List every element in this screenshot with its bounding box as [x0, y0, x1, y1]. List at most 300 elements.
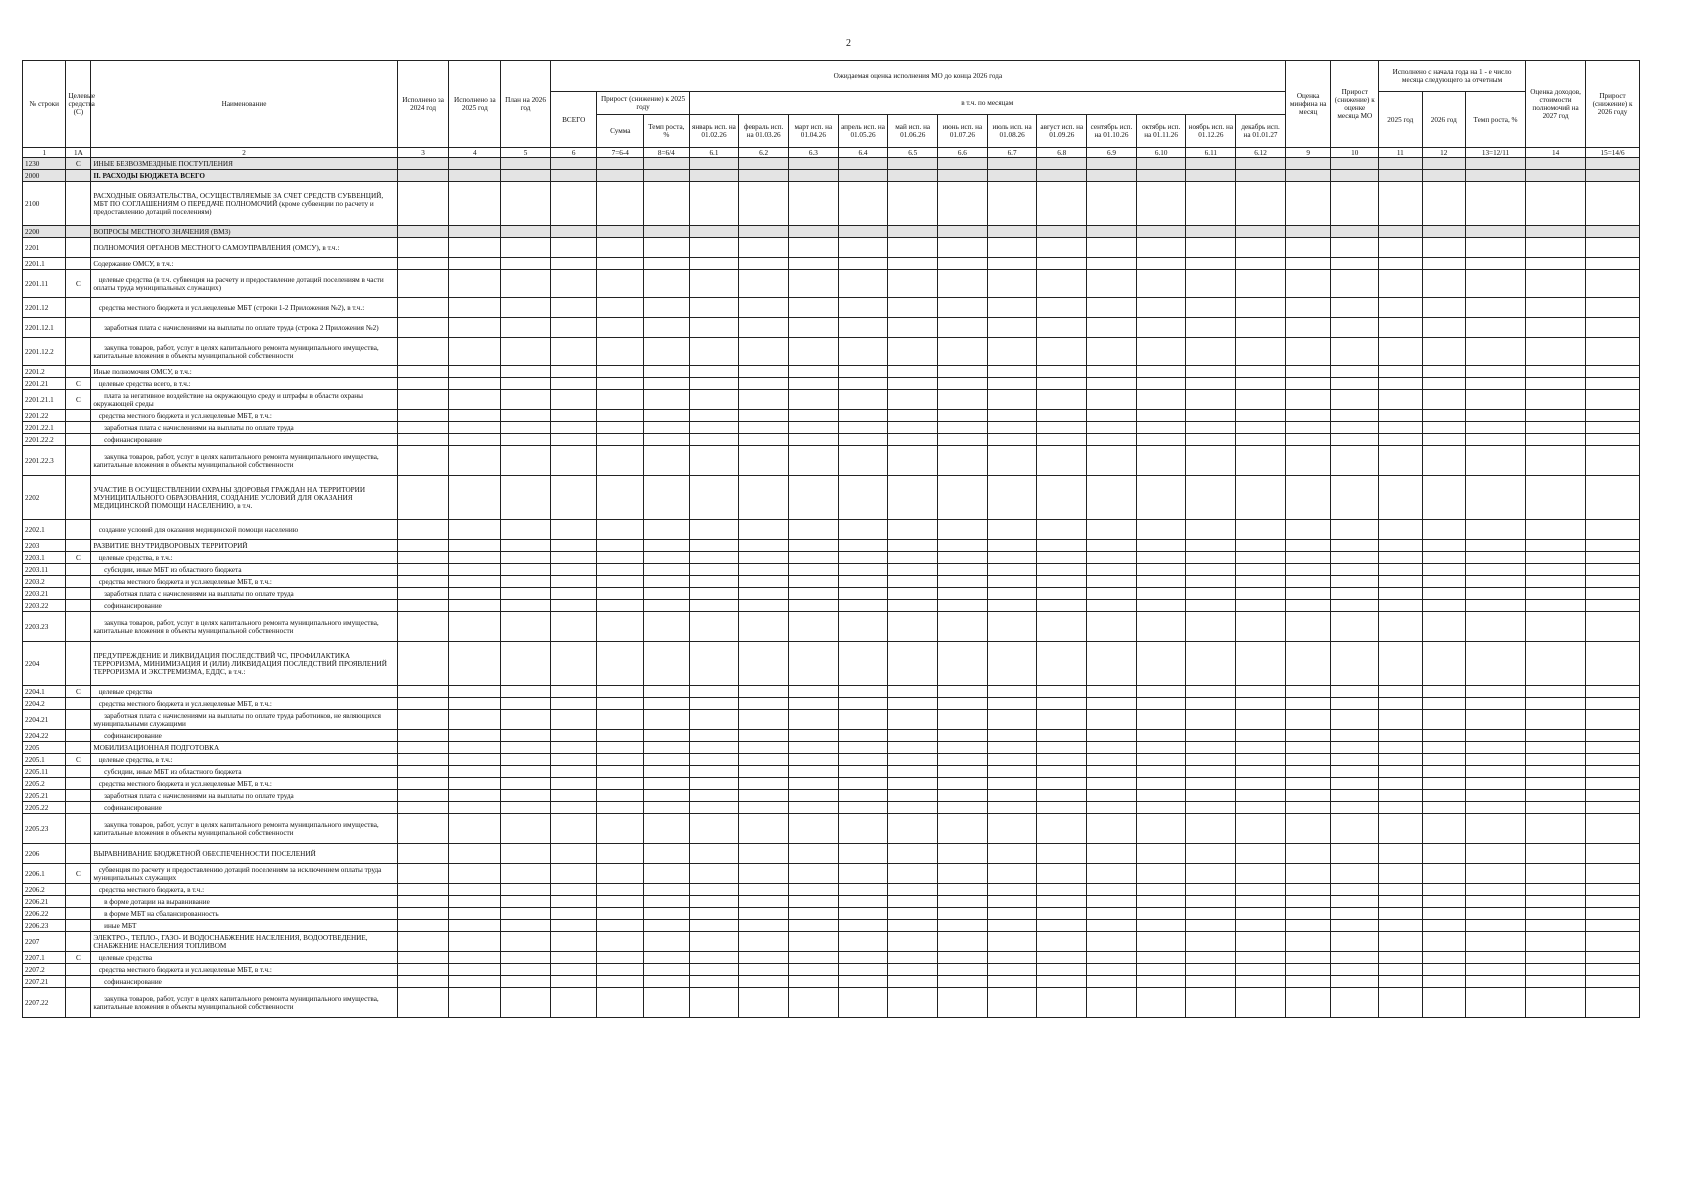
value-cell: [888, 896, 938, 908]
value-cell: [397, 540, 449, 552]
row-name: закупка товаров, работ, услуг в целях капитального ремонта муниципального имущества, капитальные вложения в объекты муниципальной собственности: [91, 446, 397, 476]
value-cell: [501, 884, 551, 896]
row-target-flag: [66, 318, 91, 338]
value-cell: [1037, 422, 1087, 434]
value-cell: [1379, 778, 1422, 790]
table-row: [23, 158, 1640, 170]
table-row: [23, 908, 1640, 920]
value-cell: [838, 710, 888, 730]
value-cell: [397, 802, 449, 814]
table-row: [23, 270, 1640, 298]
value-cell: [739, 766, 789, 778]
value-cell: [397, 844, 449, 864]
value-cell: [739, 552, 789, 564]
row-target-flag: С: [66, 754, 91, 766]
value-cell: [739, 976, 789, 988]
value-cell: [1285, 814, 1331, 844]
value-cell: [1285, 434, 1331, 446]
value-cell: [788, 920, 838, 932]
value-cell: [1285, 802, 1331, 814]
value-cell: [1526, 932, 1586, 952]
value-cell: [689, 552, 739, 564]
value-cell: [1422, 642, 1465, 686]
value-cell: [597, 422, 644, 434]
value-cell: [838, 932, 888, 952]
value-cell: [501, 446, 551, 476]
value-cell: [987, 908, 1037, 920]
value-cell: [987, 976, 1037, 988]
value-cell: [501, 612, 551, 642]
value-cell: [689, 844, 739, 864]
value-cell: [501, 338, 551, 366]
value-cell: [644, 730, 690, 742]
value-cell: [1136, 226, 1186, 238]
value-cell: [397, 710, 449, 730]
value-cell: [644, 390, 690, 410]
value-cell: [597, 710, 644, 730]
value-cell: [888, 976, 938, 988]
header-month: февраль исп. на 01.03.26: [739, 115, 789, 148]
value-cell: [1186, 896, 1236, 908]
value-cell: [1285, 366, 1331, 378]
value-cell: [397, 742, 449, 754]
value-cell: [1285, 932, 1331, 952]
row-name: целевые средства всего, в т.ч.:: [91, 378, 397, 390]
value-cell: [888, 790, 938, 802]
value-cell: [1422, 778, 1465, 790]
value-cell: [1466, 766, 1526, 778]
value-cell: [1236, 754, 1286, 766]
value-cell: [1422, 270, 1465, 298]
value-cell: [1526, 270, 1586, 298]
table-row: [23, 170, 1640, 182]
value-cell: [397, 434, 449, 446]
value-cell: [987, 588, 1037, 600]
value-cell: [1422, 226, 1465, 238]
value-cell: [397, 564, 449, 576]
value-cell: [1466, 802, 1526, 814]
value-cell: [501, 698, 551, 710]
value-cell: [987, 258, 1037, 270]
value-cell: [644, 814, 690, 844]
value-cell: [1526, 476, 1586, 520]
value-cell: [838, 790, 888, 802]
value-cell: [1466, 378, 1526, 390]
value-cell: [1037, 476, 1087, 520]
value-cell: [1526, 588, 1586, 600]
value-cell: [888, 710, 938, 730]
value-cell: [1087, 226, 1137, 238]
value-cell: [788, 258, 838, 270]
value-cell: [397, 896, 449, 908]
value-cell: [550, 378, 597, 390]
value-cell: [1186, 318, 1236, 338]
value-cell: [550, 766, 597, 778]
value-cell: [987, 896, 1037, 908]
value-cell: [397, 298, 449, 318]
value-cell: [888, 422, 938, 434]
value-cell: [987, 790, 1037, 802]
value-cell: [397, 258, 449, 270]
value-cell: [788, 552, 838, 564]
value-cell: [597, 976, 644, 988]
value-cell: [644, 742, 690, 754]
value-cell: [1285, 896, 1331, 908]
value-cell: [1586, 612, 1640, 642]
value-cell: [644, 298, 690, 318]
value-cell: [1422, 932, 1465, 952]
value-cell: [449, 552, 501, 564]
value-cell: [739, 422, 789, 434]
value-cell: [987, 766, 1037, 778]
value-cell: [1285, 182, 1331, 226]
value-cell: [449, 754, 501, 766]
row-code: 2201.12.2: [23, 338, 66, 366]
value-cell: [1087, 952, 1137, 964]
value-cell: [397, 642, 449, 686]
value-cell: [550, 600, 597, 612]
value-cell: [987, 698, 1037, 710]
value-cell: [1236, 976, 1286, 988]
value-cell: [550, 552, 597, 564]
value-cell: [888, 932, 938, 952]
value-cell: [501, 552, 551, 564]
column-number: 13=12/11: [1466, 148, 1526, 158]
value-cell: [739, 238, 789, 258]
value-cell: [1331, 884, 1379, 896]
row-name: софинансирование: [91, 434, 397, 446]
column-number: 5: [501, 148, 551, 158]
value-cell: [449, 952, 501, 964]
value-cell: [1037, 318, 1087, 338]
value-cell: [1586, 390, 1640, 410]
value-cell: [1285, 920, 1331, 932]
value-cell: [1186, 730, 1236, 742]
value-cell: [1136, 952, 1186, 964]
header-growth: Прирост (снижение) к 2025 году: [597, 92, 689, 115]
value-cell: [501, 270, 551, 298]
header-month: сентябрь исп. на 01.10.26: [1087, 115, 1137, 148]
row-code: 2201.1: [23, 258, 66, 270]
value-cell: [1331, 446, 1379, 476]
header-year-2026: 2026 год: [1422, 92, 1465, 148]
value-cell: [1466, 920, 1526, 932]
value-cell: [1526, 814, 1586, 844]
value-cell: [987, 378, 1037, 390]
value-cell: [1331, 552, 1379, 564]
value-cell: [501, 298, 551, 318]
value-cell: [1526, 964, 1586, 976]
value-cell: [1236, 814, 1286, 844]
value-cell: [1037, 182, 1087, 226]
value-cell: [1037, 742, 1087, 754]
value-cell: [1285, 476, 1331, 520]
value-cell: [987, 410, 1037, 422]
value-cell: [1136, 366, 1186, 378]
table-row: [23, 730, 1640, 742]
table-row: [23, 920, 1640, 932]
value-cell: [501, 814, 551, 844]
value-cell: [449, 446, 501, 476]
row-target-flag: [66, 576, 91, 588]
value-cell: [501, 802, 551, 814]
value-cell: [397, 170, 449, 182]
value-cell: [1586, 366, 1640, 378]
value-cell: [1285, 410, 1331, 422]
value-cell: [1037, 730, 1087, 742]
header-rate-2: Темп роста, %: [1466, 92, 1526, 148]
value-cell: [1586, 158, 1640, 170]
value-cell: [739, 258, 789, 270]
value-cell: [788, 366, 838, 378]
value-cell: [1186, 226, 1236, 238]
value-cell: [987, 298, 1037, 318]
value-cell: [838, 976, 888, 988]
value-cell: [739, 410, 789, 422]
value-cell: [1331, 730, 1379, 742]
value-cell: [1586, 238, 1640, 258]
value-cell: [644, 378, 690, 390]
value-cell: [397, 698, 449, 710]
value-cell: [739, 844, 789, 864]
header-exec-2025: Исполнено за 2025 год: [449, 61, 501, 148]
value-cell: [1037, 778, 1087, 790]
row-name: целевые средства: [91, 686, 397, 698]
value-cell: [597, 476, 644, 520]
value-cell: [1186, 766, 1236, 778]
value-cell: [1037, 378, 1087, 390]
value-cell: [1526, 434, 1586, 446]
column-number: 6.4: [838, 148, 888, 158]
row-code: 2201.12.1: [23, 318, 66, 338]
value-cell: [597, 410, 644, 422]
value-cell: [987, 338, 1037, 366]
header-month: апрель исп. на 01.05.26: [838, 115, 888, 148]
row-code: 2202.1: [23, 520, 66, 540]
value-cell: [987, 540, 1037, 552]
row-name: закупка товаров, работ, услуг в целях капитального ремонта муниципального имущества, капитальные вложения в объекты муниципальной собственности: [91, 338, 397, 366]
value-cell: [1422, 710, 1465, 730]
value-cell: [1087, 766, 1137, 778]
value-cell: [449, 588, 501, 600]
value-cell: [397, 238, 449, 258]
row-name: Содержание ОМСУ, в т.ч.:: [91, 258, 397, 270]
row-name: закупка товаров, работ, услуг в целях капитального ремонта муниципального имущества, капитальные вложения в объекты муниципальной собственности: [91, 612, 397, 642]
value-cell: [689, 520, 739, 540]
value-cell: [788, 952, 838, 964]
value-cell: [1285, 270, 1331, 298]
value-cell: [644, 588, 690, 600]
header-expected: Ожидаемая оценка исполнения МО до конца 2026 года: [550, 61, 1285, 92]
row-target-flag: [66, 600, 91, 612]
value-cell: [449, 790, 501, 802]
value-cell: [1466, 864, 1526, 884]
table-row: [23, 612, 1640, 642]
value-cell: [888, 844, 938, 864]
column-number: 6.3: [788, 148, 838, 158]
value-cell: [739, 318, 789, 338]
value-cell: [597, 754, 644, 766]
value-cell: [550, 754, 597, 766]
value-cell: [689, 318, 739, 338]
value-cell: [987, 158, 1037, 170]
value-cell: [501, 170, 551, 182]
value-cell: [788, 710, 838, 730]
value-cell: [397, 612, 449, 642]
value-cell: [550, 238, 597, 258]
row-code: 2205.22: [23, 802, 66, 814]
value-cell: [597, 896, 644, 908]
value-cell: [838, 170, 888, 182]
value-cell: [1379, 540, 1422, 552]
value-cell: [1379, 378, 1422, 390]
budget-table: [22, 60, 1640, 1018]
value-cell: [449, 896, 501, 908]
value-cell: [1379, 896, 1422, 908]
value-cell: [1586, 952, 1640, 964]
value-cell: [597, 908, 644, 920]
value-cell: [838, 238, 888, 258]
value-cell: [838, 410, 888, 422]
table-row: [23, 564, 1640, 576]
value-cell: [1466, 952, 1526, 964]
value-cell: [689, 564, 739, 576]
value-cell: [597, 844, 644, 864]
value-cell: [689, 730, 739, 742]
value-cell: [1586, 552, 1640, 564]
value-cell: [597, 964, 644, 976]
value-cell: [1087, 182, 1137, 226]
value-cell: [550, 884, 597, 896]
value-cell: [449, 686, 501, 698]
value-cell: [1186, 540, 1236, 552]
value-cell: [689, 238, 739, 258]
value-cell: [644, 802, 690, 814]
value-cell: [550, 520, 597, 540]
value-cell: [938, 952, 988, 964]
value-cell: [1186, 932, 1236, 952]
value-cell: [1136, 338, 1186, 366]
value-cell: [1526, 390, 1586, 410]
value-cell: [1087, 434, 1137, 446]
value-cell: [1285, 390, 1331, 410]
value-cell: [987, 226, 1037, 238]
row-name: софинансирование: [91, 730, 397, 742]
value-cell: [689, 158, 739, 170]
value-cell: [550, 258, 597, 270]
value-cell: [1526, 952, 1586, 964]
column-number: 14: [1526, 148, 1586, 158]
value-cell: [987, 742, 1037, 754]
value-cell: [1136, 642, 1186, 686]
value-cell: [1331, 338, 1379, 366]
value-cell: [1037, 952, 1087, 964]
value-cell: [1236, 258, 1286, 270]
header-month: июль исп. на 01.08.26: [987, 115, 1037, 148]
value-cell: [788, 158, 838, 170]
value-cell: [838, 258, 888, 270]
value-cell: [501, 742, 551, 754]
value-cell: [1466, 422, 1526, 434]
value-cell: [644, 158, 690, 170]
value-cell: [1186, 612, 1236, 642]
value-cell: [1379, 366, 1422, 378]
value-cell: [397, 476, 449, 520]
row-code: 2206: [23, 844, 66, 864]
value-cell: [1136, 802, 1186, 814]
table-row: [23, 520, 1640, 540]
value-cell: [1422, 434, 1465, 446]
row-code: 2207.1: [23, 952, 66, 964]
value-cell: [739, 158, 789, 170]
value-cell: [1422, 390, 1465, 410]
value-cell: [1037, 258, 1087, 270]
value-cell: [1186, 844, 1236, 864]
value-cell: [689, 600, 739, 612]
value-cell: [1087, 422, 1137, 434]
value-cell: [644, 170, 690, 182]
value-cell: [397, 920, 449, 932]
value-cell: [987, 988, 1037, 1018]
value-cell: [1236, 864, 1286, 884]
value-cell: [689, 410, 739, 422]
value-cell: [644, 318, 690, 338]
page-number: 2: [846, 38, 851, 49]
value-cell: [1236, 576, 1286, 588]
value-cell: [888, 170, 938, 182]
value-cell: [987, 710, 1037, 730]
value-cell: [1526, 802, 1586, 814]
value-cell: [739, 988, 789, 1018]
value-cell: [788, 908, 838, 920]
value-cell: [938, 390, 988, 410]
value-cell: [1331, 698, 1379, 710]
value-cell: [1526, 754, 1586, 766]
value-cell: [1466, 908, 1526, 920]
row-code: 2203.23: [23, 612, 66, 642]
value-cell: [788, 564, 838, 576]
value-cell: [838, 476, 888, 520]
row-name: софинансирование: [91, 600, 397, 612]
value-cell: [1422, 884, 1465, 896]
value-cell: [1379, 564, 1422, 576]
value-cell: [1037, 564, 1087, 576]
value-cell: [1087, 476, 1137, 520]
column-number: 6.7: [987, 148, 1037, 158]
value-cell: [1379, 298, 1422, 318]
row-target-flag: [66, 896, 91, 908]
value-cell: [1285, 710, 1331, 730]
value-cell: [1087, 612, 1137, 642]
value-cell: [689, 742, 739, 754]
value-cell: [788, 844, 838, 864]
value-cell: [449, 158, 501, 170]
value-cell: [1331, 612, 1379, 642]
value-cell: [788, 422, 838, 434]
value-cell: [1186, 338, 1236, 366]
value-cell: [1379, 710, 1422, 730]
row-target-flag: [66, 540, 91, 552]
value-cell: [1586, 338, 1640, 366]
value-cell: [501, 476, 551, 520]
value-cell: [1285, 754, 1331, 766]
value-cell: [1087, 170, 1137, 182]
value-cell: [449, 366, 501, 378]
value-cell: [1087, 754, 1137, 766]
value-cell: [1285, 588, 1331, 600]
value-cell: [1087, 378, 1137, 390]
value-cell: [1379, 844, 1422, 864]
